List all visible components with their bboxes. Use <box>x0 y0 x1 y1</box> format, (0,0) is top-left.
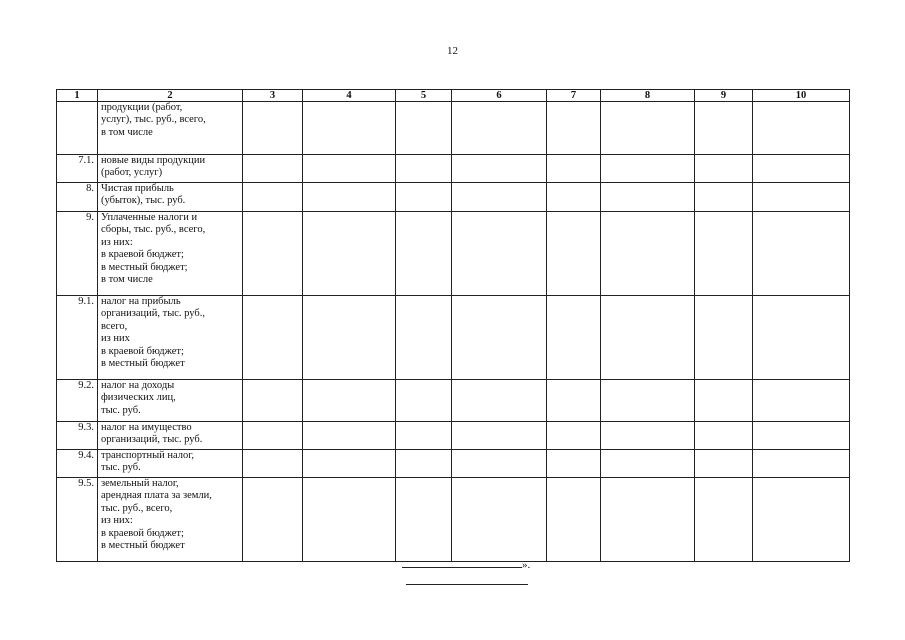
row-number: 9.5. <box>57 478 98 562</box>
table-cell <box>303 212 396 296</box>
table-cell <box>303 183 396 212</box>
table-cell <box>452 450 547 478</box>
table-cell <box>753 422 850 450</box>
closing-quote: ». <box>522 559 531 571</box>
row-label: Уплаченные налоги и сборы, тыс. руб., всего, из них: в краевой бюджет; в местный бюджет; в том числе <box>98 212 243 296</box>
table-cell <box>243 155 303 183</box>
table-cell <box>452 183 547 212</box>
row-label: земельный налог, арендная плата за земли, тыс. руб., всего, из них: в краевой бюджет; в местный бюджет <box>98 478 243 562</box>
table-cell <box>601 183 695 212</box>
page-number: 12 <box>447 45 458 57</box>
table-row <box>57 478 850 562</box>
table-cell <box>452 296 547 380</box>
table-cell <box>601 450 695 478</box>
table-cell <box>452 155 547 183</box>
col-header: 4 <box>303 90 396 102</box>
row-label: новые виды продукции (работ, услуг) <box>98 155 243 183</box>
table-cell <box>601 478 695 562</box>
table-cell <box>452 422 547 450</box>
table-cell <box>547 212 601 296</box>
table-cell <box>601 296 695 380</box>
table-cell <box>695 212 753 296</box>
table-row <box>57 102 850 155</box>
table-cell <box>547 102 601 155</box>
table-cell <box>547 450 601 478</box>
blank-line <box>402 557 522 568</box>
col-header: 3 <box>243 90 303 102</box>
row-label: налог на имущество организаций, тыс. руб. <box>98 422 243 450</box>
table-cell <box>303 296 396 380</box>
table-cell <box>243 183 303 212</box>
table-cell <box>243 422 303 450</box>
col-header: 6 <box>452 90 547 102</box>
header-row <box>57 90 850 102</box>
table-cell <box>695 478 753 562</box>
row-number: 8. <box>57 183 98 212</box>
table-cell <box>695 296 753 380</box>
table-cell <box>452 380 547 422</box>
table-cell <box>303 478 396 562</box>
table-cell <box>695 155 753 183</box>
table-row <box>57 422 850 450</box>
table-cell <box>601 422 695 450</box>
table-cell <box>303 155 396 183</box>
table-cell <box>452 478 547 562</box>
table-cell <box>753 296 850 380</box>
table-cell <box>243 102 303 155</box>
col-header: 5 <box>396 90 452 102</box>
table-cell <box>753 183 850 212</box>
table-cell <box>452 102 547 155</box>
col-header: 9 <box>695 90 753 102</box>
table-cell <box>695 183 753 212</box>
table-cell <box>243 296 303 380</box>
table-cell <box>753 450 850 478</box>
table-row <box>57 296 850 380</box>
table-row <box>57 450 850 478</box>
col-header: 1 <box>57 90 98 102</box>
table-cell <box>547 380 601 422</box>
table-cell <box>243 212 303 296</box>
row-number: 9.2. <box>57 380 98 422</box>
table-cell <box>303 380 396 422</box>
table-row <box>57 380 850 422</box>
table-cell <box>695 450 753 478</box>
closing-signature-line <box>402 557 530 571</box>
row-number: 9.3. <box>57 422 98 450</box>
table-cell <box>547 183 601 212</box>
table-cell <box>396 478 452 562</box>
closing-rule <box>406 584 528 585</box>
table-cell <box>303 422 396 450</box>
table-cell <box>243 380 303 422</box>
table-cell <box>303 450 396 478</box>
table-cell <box>452 212 547 296</box>
table-cell <box>396 212 452 296</box>
row-label: продукции (работ, услуг), тыс. руб., всего, в том числе <box>98 102 243 155</box>
table-cell <box>695 380 753 422</box>
table-cell <box>547 155 601 183</box>
table-cell <box>243 478 303 562</box>
row-number: 9.4. <box>57 450 98 478</box>
table-cell <box>695 422 753 450</box>
col-header: 10 <box>753 90 850 102</box>
table-cell <box>396 380 452 422</box>
row-label: Чистая прибыль (убыток), тыс. руб. <box>98 183 243 212</box>
col-header: 7 <box>547 90 601 102</box>
table-row <box>57 212 850 296</box>
table-cell <box>547 478 601 562</box>
row-number: 9. <box>57 212 98 296</box>
table-cell <box>396 102 452 155</box>
table-cell <box>396 296 452 380</box>
table-cell <box>396 422 452 450</box>
table-cell <box>753 380 850 422</box>
table-cell <box>753 478 850 562</box>
table-cell <box>601 102 695 155</box>
table-cell <box>303 102 396 155</box>
table-cell <box>601 380 695 422</box>
row-number: 9.1. <box>57 296 98 380</box>
table-cell <box>243 450 303 478</box>
table-cell <box>547 296 601 380</box>
table-cell <box>396 183 452 212</box>
data-table <box>56 89 850 562</box>
col-header: 8 <box>601 90 695 102</box>
table-row <box>57 155 850 183</box>
table-cell <box>547 422 601 450</box>
table-cell <box>753 212 850 296</box>
row-label: транспортный налог, тыс. руб. <box>98 450 243 478</box>
row-number <box>57 102 98 155</box>
row-label: налог на прибыль организаций, тыс. руб., всего, из них в краевой бюджет; в местный бюджет <box>98 296 243 380</box>
table-cell <box>396 450 452 478</box>
table-cell <box>695 102 753 155</box>
table-cell <box>601 155 695 183</box>
table-cell <box>753 155 850 183</box>
table-cell <box>601 212 695 296</box>
table-cell <box>396 155 452 183</box>
row-number: 7.1. <box>57 155 98 183</box>
col-header: 2 <box>98 90 243 102</box>
row-label: налог на доходы физических лиц, тыс. руб. <box>98 380 243 422</box>
table-row <box>57 183 850 212</box>
table-cell <box>753 102 850 155</box>
